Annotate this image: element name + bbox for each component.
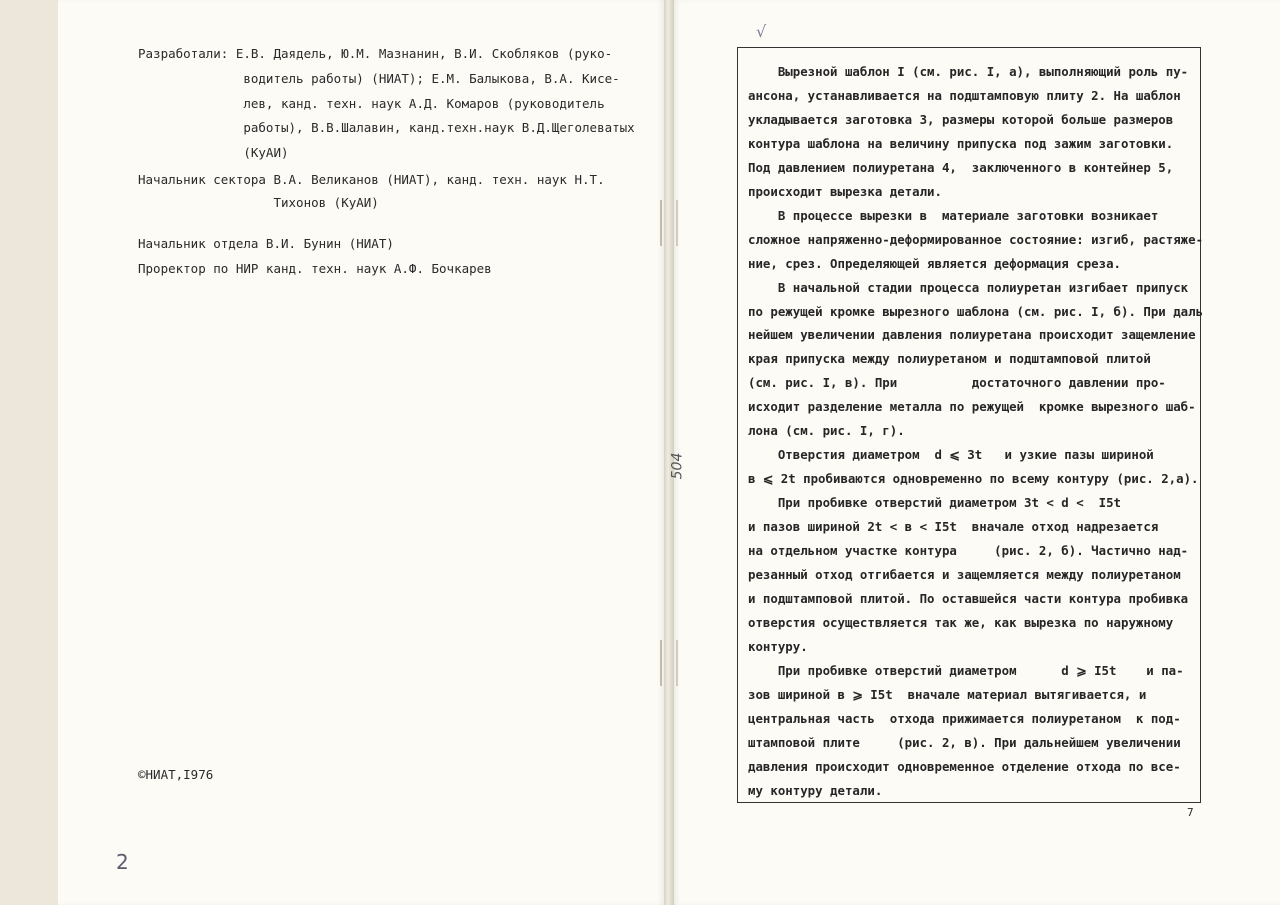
credits-line: Начальник отдела В.И. Бунин (НИАТ) bbox=[138, 236, 394, 251]
body-text-line: и пазов шириной 2t < в < I5t вначале отход надрезается bbox=[748, 519, 1159, 535]
body-text-line: отверстия осуществляется так же, как вырезка по наружному bbox=[748, 614, 1174, 630]
body-text-line: Отверстия диаметром d ⩽ 3t и узкие пазы шириной bbox=[748, 447, 1154, 463]
body-text-line: В начальной стадии процесса полиуретан изгибает припуск bbox=[748, 279, 1189, 295]
page-number: 7 bbox=[1187, 806, 1194, 819]
body-text-line: му контуру детали. bbox=[748, 782, 883, 798]
body-text-line: Вырезной шаблон I (см. рис. I, а), выполняющий роль пу- bbox=[748, 64, 1189, 79]
body-text-line: края припуска между полиуретаном и подштамповой плитой bbox=[748, 351, 1151, 367]
body-text-line: штамповой плите (рис. 2, в). При дальнейшем увеличении bbox=[748, 734, 1181, 750]
body-text-line: контуру. bbox=[748, 638, 808, 654]
body-text-line: ансона, устанавливается на подштамповую плиту 2. На шаблон bbox=[748, 87, 1181, 103]
body-text-line: исходит разделение металла по режущей кромке вырезного шаб- bbox=[748, 399, 1196, 415]
body-text-line: укладывается заготовка 3, размеры которой больше размеров bbox=[748, 111, 1174, 127]
credits-line: Начальник сектора В.А. Великанов (НИАТ), канд. техн. наук Н.Т. bbox=[138, 172, 605, 187]
body-text-line: ние, срез. Определяющей является деформация среза. bbox=[748, 255, 1121, 271]
copyright-notice: ©НИАТ,I976 bbox=[138, 767, 214, 782]
body-text-line: на отдельном участке контура (рис. 2, б). Частично над- bbox=[748, 543, 1189, 558]
body-text-line: зов шириной в ⩾ I5t вначале материал вытягивается, и bbox=[748, 686, 1147, 702]
gutter-stamp-number: 504 bbox=[669, 452, 686, 480]
body-text-line: в ⩽ 2t пробиваются одновременно по всему контуру (рис. 2,а). bbox=[748, 471, 1199, 487]
body-text-line: центральная часть отхода прижимается полиуретаном к под- bbox=[748, 710, 1181, 726]
body-text-line: (см. рис. I, в). При достаточного давлении про- bbox=[748, 375, 1166, 391]
credits-line: работы), В.В.Шалавин, канд.техн.наук В.Д.Щеголеватых bbox=[138, 120, 635, 135]
credits-line: Разработали: Е.В. Даядель, Ю.М. Мазнанин, В.И. Скобляков (руко- bbox=[138, 46, 613, 61]
body-text-line: сложное напряженно-деформированное состояние: изгиб, растяже- bbox=[748, 231, 1204, 247]
credits-line: Тихонов (КуАИ) bbox=[138, 195, 379, 210]
body-text-line: происходит вырезка детали. bbox=[748, 183, 942, 199]
credits-line: водитель работы) (НИАТ); Е.М. Балыкова, В.А. Кисе- bbox=[138, 71, 620, 86]
credits-line: Проректор по НИР канд. техн. наук А.Ф. Бочкарев bbox=[138, 261, 492, 276]
credits-line: (КуАИ) bbox=[138, 145, 289, 160]
body-text-line: контура шаблона на величину припуска под зажим заготовки. bbox=[748, 135, 1174, 151]
staple-mark-top bbox=[660, 200, 678, 246]
body-text-line: нейшем увеличении давления полиуретана происходит защемление bbox=[748, 327, 1196, 343]
body-text-line: резанный отход отгибается и защемляется между полиуретаном bbox=[748, 566, 1181, 582]
staple-mark-bottom bbox=[660, 640, 678, 686]
check-mark: √ bbox=[756, 22, 767, 41]
body-text-line: и подштамповой плитой. По оставшейся части контура пробивка bbox=[748, 590, 1189, 606]
body-text-line: Под давлением полиуретана 4, заключенного в контейнер 5, bbox=[748, 159, 1174, 175]
body-text-line: лона (см. рис. I, г). bbox=[748, 423, 905, 439]
body-text-line: В процессе вырезки в материале заготовки возникает bbox=[748, 207, 1159, 223]
credits-line: лев, канд. техн. наук А.Д. Комаров (руководитель bbox=[138, 96, 605, 111]
handwritten-page-number: 2 bbox=[116, 850, 129, 874]
body-text-line: давления происходит одновременное отделение отхода по все- bbox=[748, 758, 1181, 774]
body-text-line: по режущей кромке вырезного шаблона (см. рис. I, б). При даль bbox=[748, 303, 1204, 319]
body-text-line: При пробивке отверстий диаметром d ⩾ I5t и па- bbox=[748, 662, 1184, 678]
body-text-line: При пробивке отверстий диаметром 3t < d < I5t bbox=[748, 495, 1121, 511]
